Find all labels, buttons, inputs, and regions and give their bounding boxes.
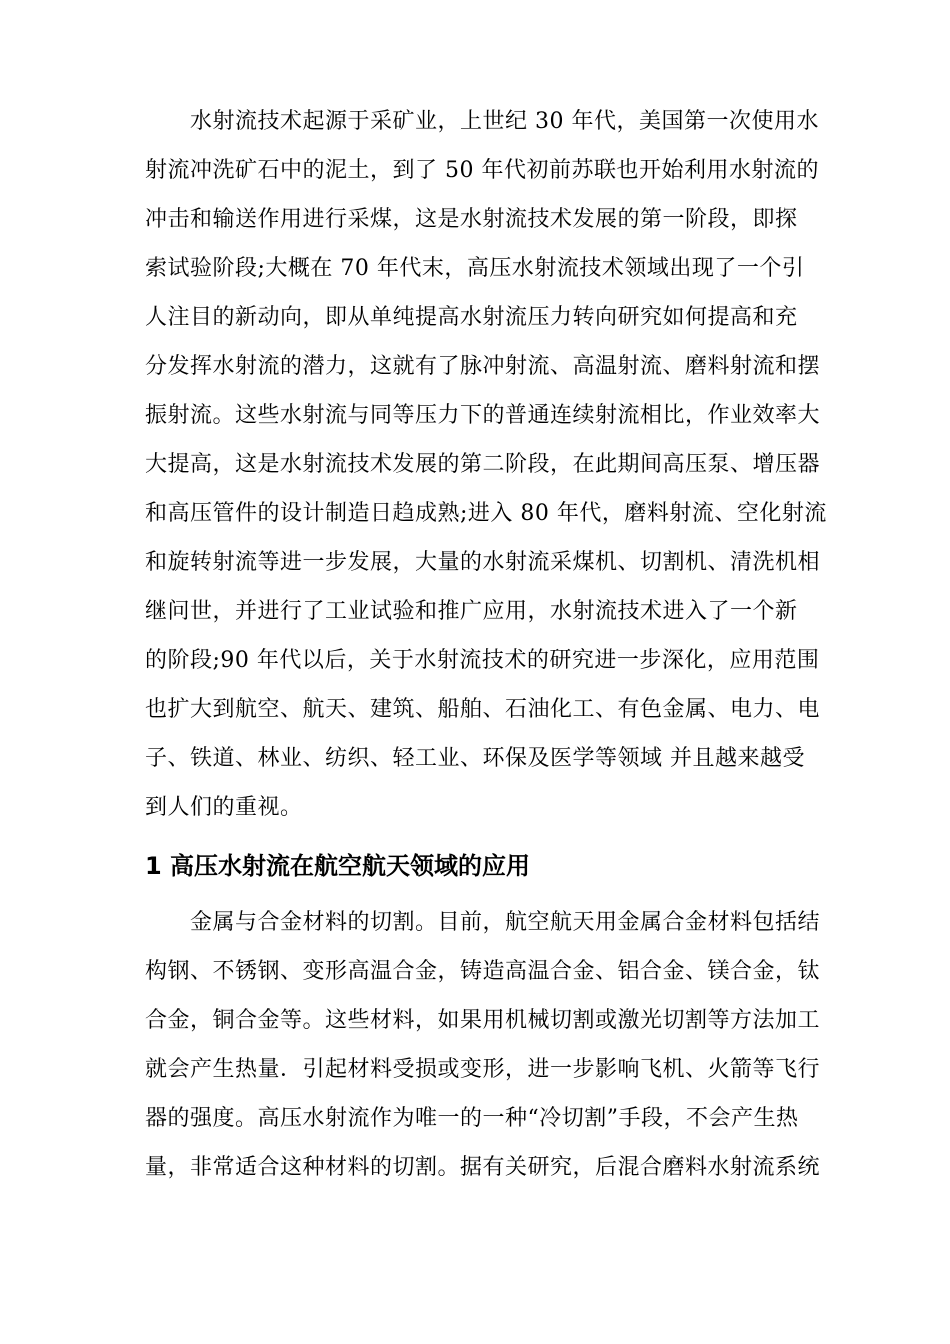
paragraph-1-line: 分发挥水射流的潜力，这就有了脉冲射流、高温射流、磨料射流和摆 (145, 354, 821, 379)
paragraph-1-line: 也扩大到航空、航天、建筑、船舶、石油化工、有色金属、电力、电 (145, 697, 821, 722)
paragraph-1-line: 振射流。这些水射流与同等压力下的普通连续射流相比，作业效率大 (145, 403, 821, 428)
paragraph-2-line: 器的强度。高压水射流作为唯一的一种“冷切割”手段，不会产生热 (145, 1106, 799, 1131)
paragraph-1-line: 子、铁道、林业、纺织、轻工业、环保及医学等领域 并且越来越受 (145, 746, 805, 771)
paragraph-1-line: 和高压管件的设计制造日趋成熟;进入 80 年代，磨料射流、空化射流 (145, 501, 827, 526)
paragraph-2-line: 合金，铜合金等。这些材料，如果用机械切割或激光切割等方法加工 (145, 1008, 821, 1033)
section-heading: 1 高压水射流在航空航天领域的应用 (145, 852, 531, 880)
paragraph-1-line: 冲击和输送作用进行采煤，这是水射流技术发展的第一阶段，即探 (145, 207, 798, 232)
paragraph-1-line: 的阶段;90 年代以后，关于水射流技术的研究进一步深化，应用范围 (145, 648, 820, 673)
paragraph-1-line: 大提高，这是水射流技术发展的第二阶段，在此期间高压泵、增压器 (145, 452, 821, 477)
paragraph-1-line: 和旋转射流等进一步发展，大量的水射流采煤机、切割机、清洗机相 (145, 550, 821, 575)
paragraph-1-line: 射流冲洗矿石中的泥土，到了 50 年代初前苏联也开始利用水射流的 (145, 158, 819, 183)
paragraph-2-line: 构钢、不锈钢、变形高温合金，铸造高温合金、铝合金、镁合金，钛 (145, 959, 821, 984)
paragraph-2-line: 就会产生热量．引起材料受损或变形，进一步影响飞机、火箭等飞行 (145, 1057, 821, 1082)
paragraph-1-line: 到人们的重视。 (145, 795, 303, 820)
paragraph-1-line: 索试验阶段;大概在 70 年代末，高压水射流技术领域出现了一个引 (145, 256, 805, 281)
paragraph-1-line: 人注目的新动向，即从单纯提高水射流压力转向研究如何提高和充 (145, 305, 798, 330)
paragraph-1-line: 水射流技术起源于采矿业，上世纪 30 年代，美国第一次使用水 (190, 109, 819, 134)
paragraph-2-line: 金属与合金材料的切割。目前，航空航天用金属合金材料包括结 (190, 910, 821, 935)
paragraph-1-line: 继问世，并进行了工业试验和推广应用，水射流技术进入了一个新 (145, 599, 798, 624)
paragraph-2-line: 量，非常适合这种材料的切割。据有关研究，后混合磨料水射流系统 (145, 1155, 821, 1180)
